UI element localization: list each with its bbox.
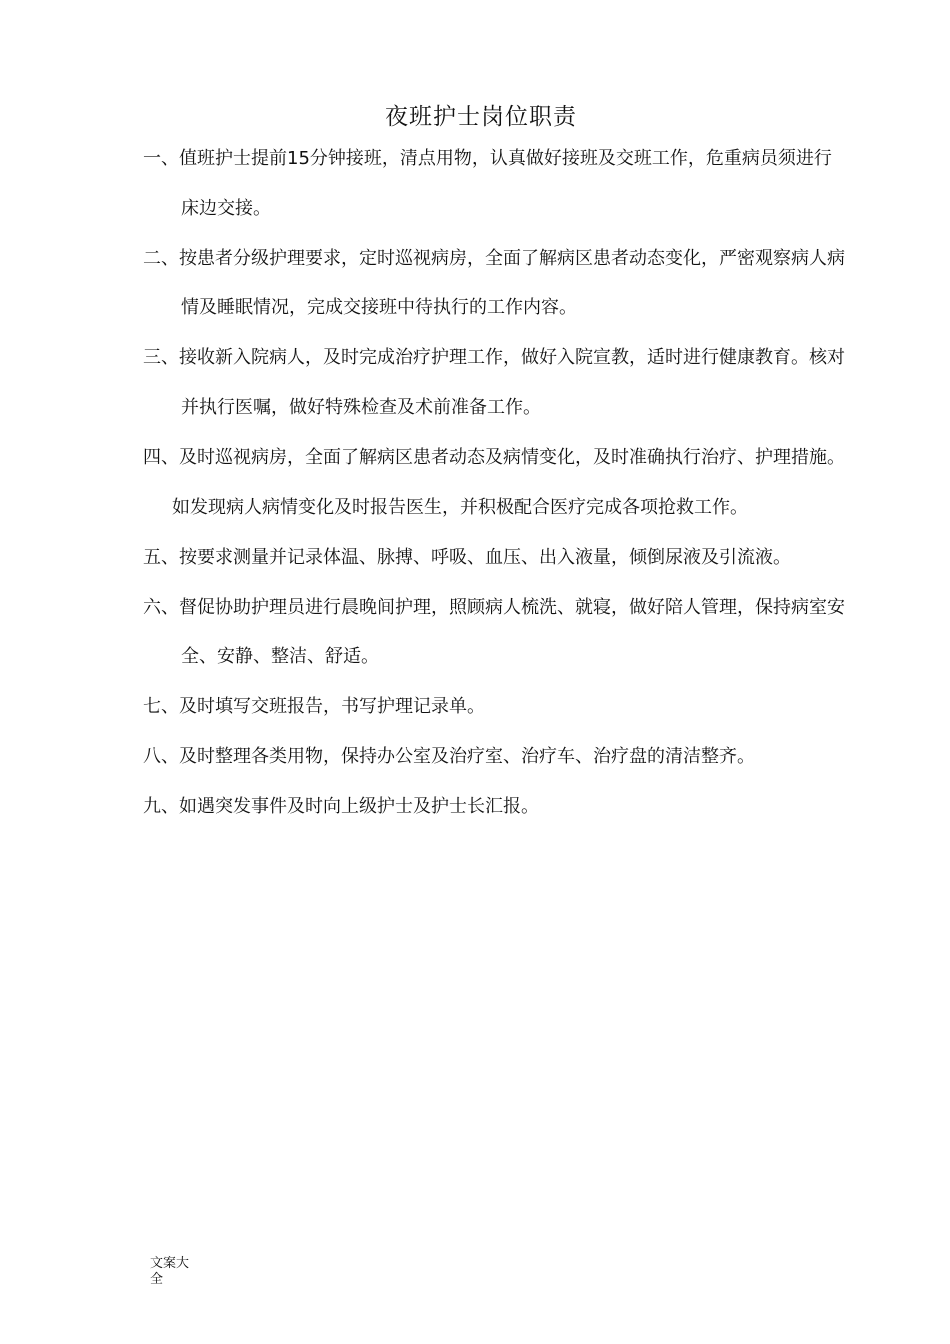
page-title: 夜班护士岗位职责 [385,104,577,130]
duty-6-line-1: 六、督促协助护理员进行晨晚间护理，照顾病人梳洗、就寝，做好陪人管理，保持病室安 [143,597,845,618]
duty-6-line-2: 全、安静、整洁、舒适。 [181,646,379,667]
duty-3-line-1: 三、接收新入院病人，及时完成治疗护理工作，做好入院宣教，适时进行健康教育。核对 [143,347,845,368]
duty-8-line-1: 八、及时整理各类用物，保持办公室及治疗室、治疗车、治疗盘的清洁整齐。 [143,746,755,767]
duty-9-line-1: 九、如遇突发事件及时向上级护士及护士长汇报。 [143,796,539,817]
duty-3-line-2: 并执行医嘱，做好特殊检查及术前准备工作。 [181,397,541,418]
duty-1-line-2: 床边交接。 [181,198,271,219]
duty-4-line-1: 四、及时巡视病房，全面了解病区患者动态及病情变化，及时准确执行治疗、护理措施。 [143,447,845,468]
duty-7-line-1: 七、及时填写交班报告，书写护理记录单。 [143,696,485,717]
duty-2-line-1: 二、按患者分级护理要求，定时巡视病房，全面了解病区患者动态变化，严密观察病人病 [143,248,845,269]
duty-5-line-1: 五、按要求测量并记录体温、脉搏、呼吸、血压、出入液量，倾倒尿液及引流液。 [143,547,791,568]
duty-2-line-2: 情及睡眠情况，完成交接班中待执行的工作内容。 [181,297,577,318]
duty-4-line-2: 如发现病人病情变化及时报告医生，并积极配合医疗完成各项抢救工作。 [172,497,748,518]
duty-1-line-1: 一、值班护士提前15分钟接班，清点用物，认真做好接班及交班工作，危重病员须进行 [143,148,832,169]
footer-text: 文案大全 [150,1256,190,1287]
